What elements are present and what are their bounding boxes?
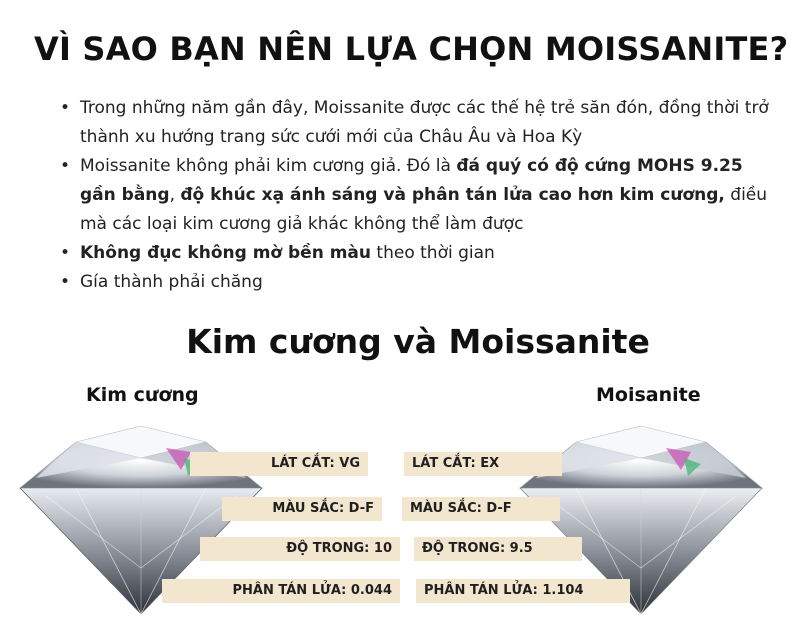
bullet-bold-text: đá quý có độ cứng MOHS 9.25 gần bằng [80,156,743,205]
moissanite-clarity-spec: ĐỘ TRONG: 9.5 [414,537,582,561]
list-item [80,152,780,239]
bullet-text: theo thời gian [371,243,495,263]
bullet-bold-text: độ khúc xạ ánh sáng và phân tán lửa cao hơn kim cương, [180,185,725,205]
comparison-title: Kim cương và Moissanite [186,322,650,361]
page-title: VÌ SAO BẠN NÊN LỰA CHỌN MOISSANITE? [34,30,789,68]
moissanite-cut-spec: LÁT CẮT: EX [404,452,562,476]
bullet-text: Moissanite không phải kim cương giả. Đó là [80,156,457,176]
moissanite-label: Moisanite [596,384,701,406]
moissanite-color-spec: MÀU SẮC: D-F [402,497,560,521]
moissanite-fire-spec: PHÂN TÁN LỬA: 1.104 [416,579,630,603]
bullet-text: điều mà các loại kim cương giả khác không thể làm được [80,185,768,234]
list-item [80,268,780,297]
list-item [80,239,780,268]
bullet-bold-text: Không đục không mờ bền màu [80,243,372,263]
diamond-clarity-spec: ĐỘ TRONG: 10 [200,537,400,561]
reasons-list [80,94,780,297]
diamond-label: Kim cương [86,384,199,406]
bullet-text: Gía thành phải chăng [80,272,263,292]
diamond-cut-spec: LÁT CẮT: VG [190,452,368,476]
list-item [80,94,780,152]
diamond-fire-spec: PHÂN TÁN LỬA: 0.044 [162,579,400,603]
diamond-color-spec: MÀU SẮC: D-F [222,497,382,521]
bullet-text: Trong những năm gần đây, Moissanite được các thế hệ trẻ săn đón, đồng thời trở thành xu hướng trang sức cưới mới của Châu Âu và Hoa Kỳ [80,98,769,147]
bullet-text: , [169,185,181,205]
